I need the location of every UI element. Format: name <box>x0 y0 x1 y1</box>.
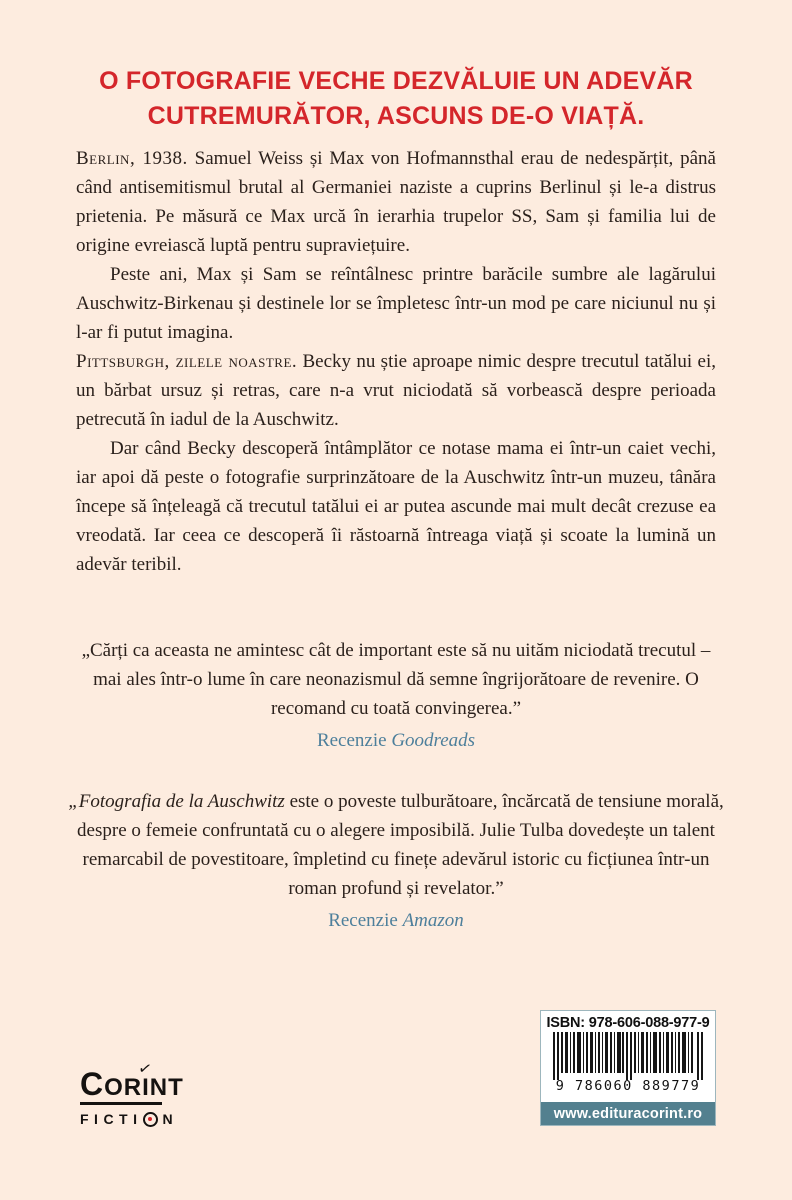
barcode-digits: 9 786060 889779 <box>555 1078 701 1094</box>
fiction-wordmark <box>80 1111 184 1127</box>
fiction-letters-left: FICTI <box>80 1111 143 1127</box>
review-source-label: Recenzie <box>328 910 398 931</box>
fiction-target-o-icon <box>143 1112 158 1127</box>
synopsis-paragraph-berlin <box>76 144 716 260</box>
corint-letter-i: I <box>142 1074 150 1101</box>
fiction-letter-n: N <box>162 1111 179 1127</box>
review-amazon-quote <box>66 787 726 903</box>
corint-letter-i-wrap <box>136 1059 155 1101</box>
review-goodreads-quote: „Cărți ca aceasta ne amintesc cât de important este să nu uităm niciodată trecutul – mai ales într-o lume în care neonazismul dă semne îngrijorătoare de revenire. O recomand cu toată convingerea.” <box>81 640 711 719</box>
corint-wordmark <box>80 1059 184 1102</box>
isbn-label: ISBN: 978-606-088-977-9 <box>546 1015 710 1031</box>
red-dot-icon <box>148 1117 152 1121</box>
tagline-line2: CUTREMURĂTOR, ASCUNS DE-O VIAȚĂ. <box>147 102 645 130</box>
setting-lead-berlin: Berlin, 1938. <box>76 148 188 169</box>
review-goodreads <box>66 636 726 755</box>
tagline <box>0 64 792 134</box>
corint-letter-c: C <box>80 1066 105 1102</box>
checkmark-icon: ✓ <box>136 1059 155 1080</box>
review-amazon <box>66 787 726 935</box>
tagline-line1: O FOTOGRAFIE VECHE DEZVĂLUIE UN ADEVĂR <box>99 67 693 95</box>
synopsis-paragraph-reunion: Peste ani, Max și Sam se reîntâlnesc printre barăcile sumbre ale lagărului Auschwitz-Birkenau și destinele lor se împletesc într-un mod pe care niciunul nu și l-ar fi putut imagina. <box>76 264 716 343</box>
publisher-logo <box>80 1059 184 1127</box>
corint-letters-or: OR <box>104 1074 143 1101</box>
logo-underline <box>80 1102 162 1105</box>
review-amazon-quote-text: este o poveste tulburătoare, încărcată de tensiune morală, despre o femeie confruntată cu o alegere imposibilă. Julie Tulba dovedește un talent remarcabil de povestitoare, împletind cu finețe adevărul istoric cu ficțiunea într-un roman profund și revelator.” <box>77 791 724 899</box>
review-source-label: Recenzie <box>316 730 387 751</box>
review-source-name: Amazon <box>402 910 464 931</box>
reviews-section <box>66 636 726 935</box>
review-amazon-attribution <box>66 906 726 935</box>
book-title-in-quote: „Fotografia de la Auschwitz <box>68 791 285 812</box>
isbn-barcode-block <box>540 1010 716 1126</box>
synopsis-paragraph-pittsburgh <box>76 347 716 434</box>
review-goodreads-attribution <box>66 726 726 755</box>
review-source-name: Goodreads <box>391 730 476 751</box>
synopsis-paragraph-berlin-text: Samuel Weiss și Max von Hofmannsthal erau de nedespărțit, până când antisemitismul brutal al Germaniei naziste a cuprins Berlinul și le-a distrus prietenia. Pe măsură ce Max urcă în ierarhia trupelor SS, Sam și familia lui de origine evreiască luptă pentru supraviețuire. <box>76 148 716 256</box>
corint-letters-nt: NT <box>149 1074 184 1101</box>
barcode-image <box>553 1032 703 1080</box>
synopsis <box>76 144 716 579</box>
synopsis-paragraph-pittsburgh-text: Becky nu știe aproape nimic despre trecutul tatălui ei, un bărbat ursuz și retras, care n-a vrut niciodată să vorbească despre perioada petrecută în iadul de la Auschwitz. <box>76 351 716 430</box>
synopsis-paragraph-discovery: Dar când Becky descoperă întâmplător ce notase mama ei într-un caiet vechi, iar apoi dă peste o fotografie surprinzătoare de la Auschwitz într-un muzeu, tânăra începe să înțeleagă că trecutul tatălui ei ar putea ascunde mai mult decât crezuse ea vreodată. Iar ceea ce descoperă îi răstoarnă întreaga viață și scoate la lumină un adevăr teribil. <box>76 438 716 575</box>
setting-lead-pittsburgh: Pittsburgh, zilele noastre. <box>76 351 298 372</box>
publisher-website: www.edituracorint.ro <box>541 1102 715 1125</box>
